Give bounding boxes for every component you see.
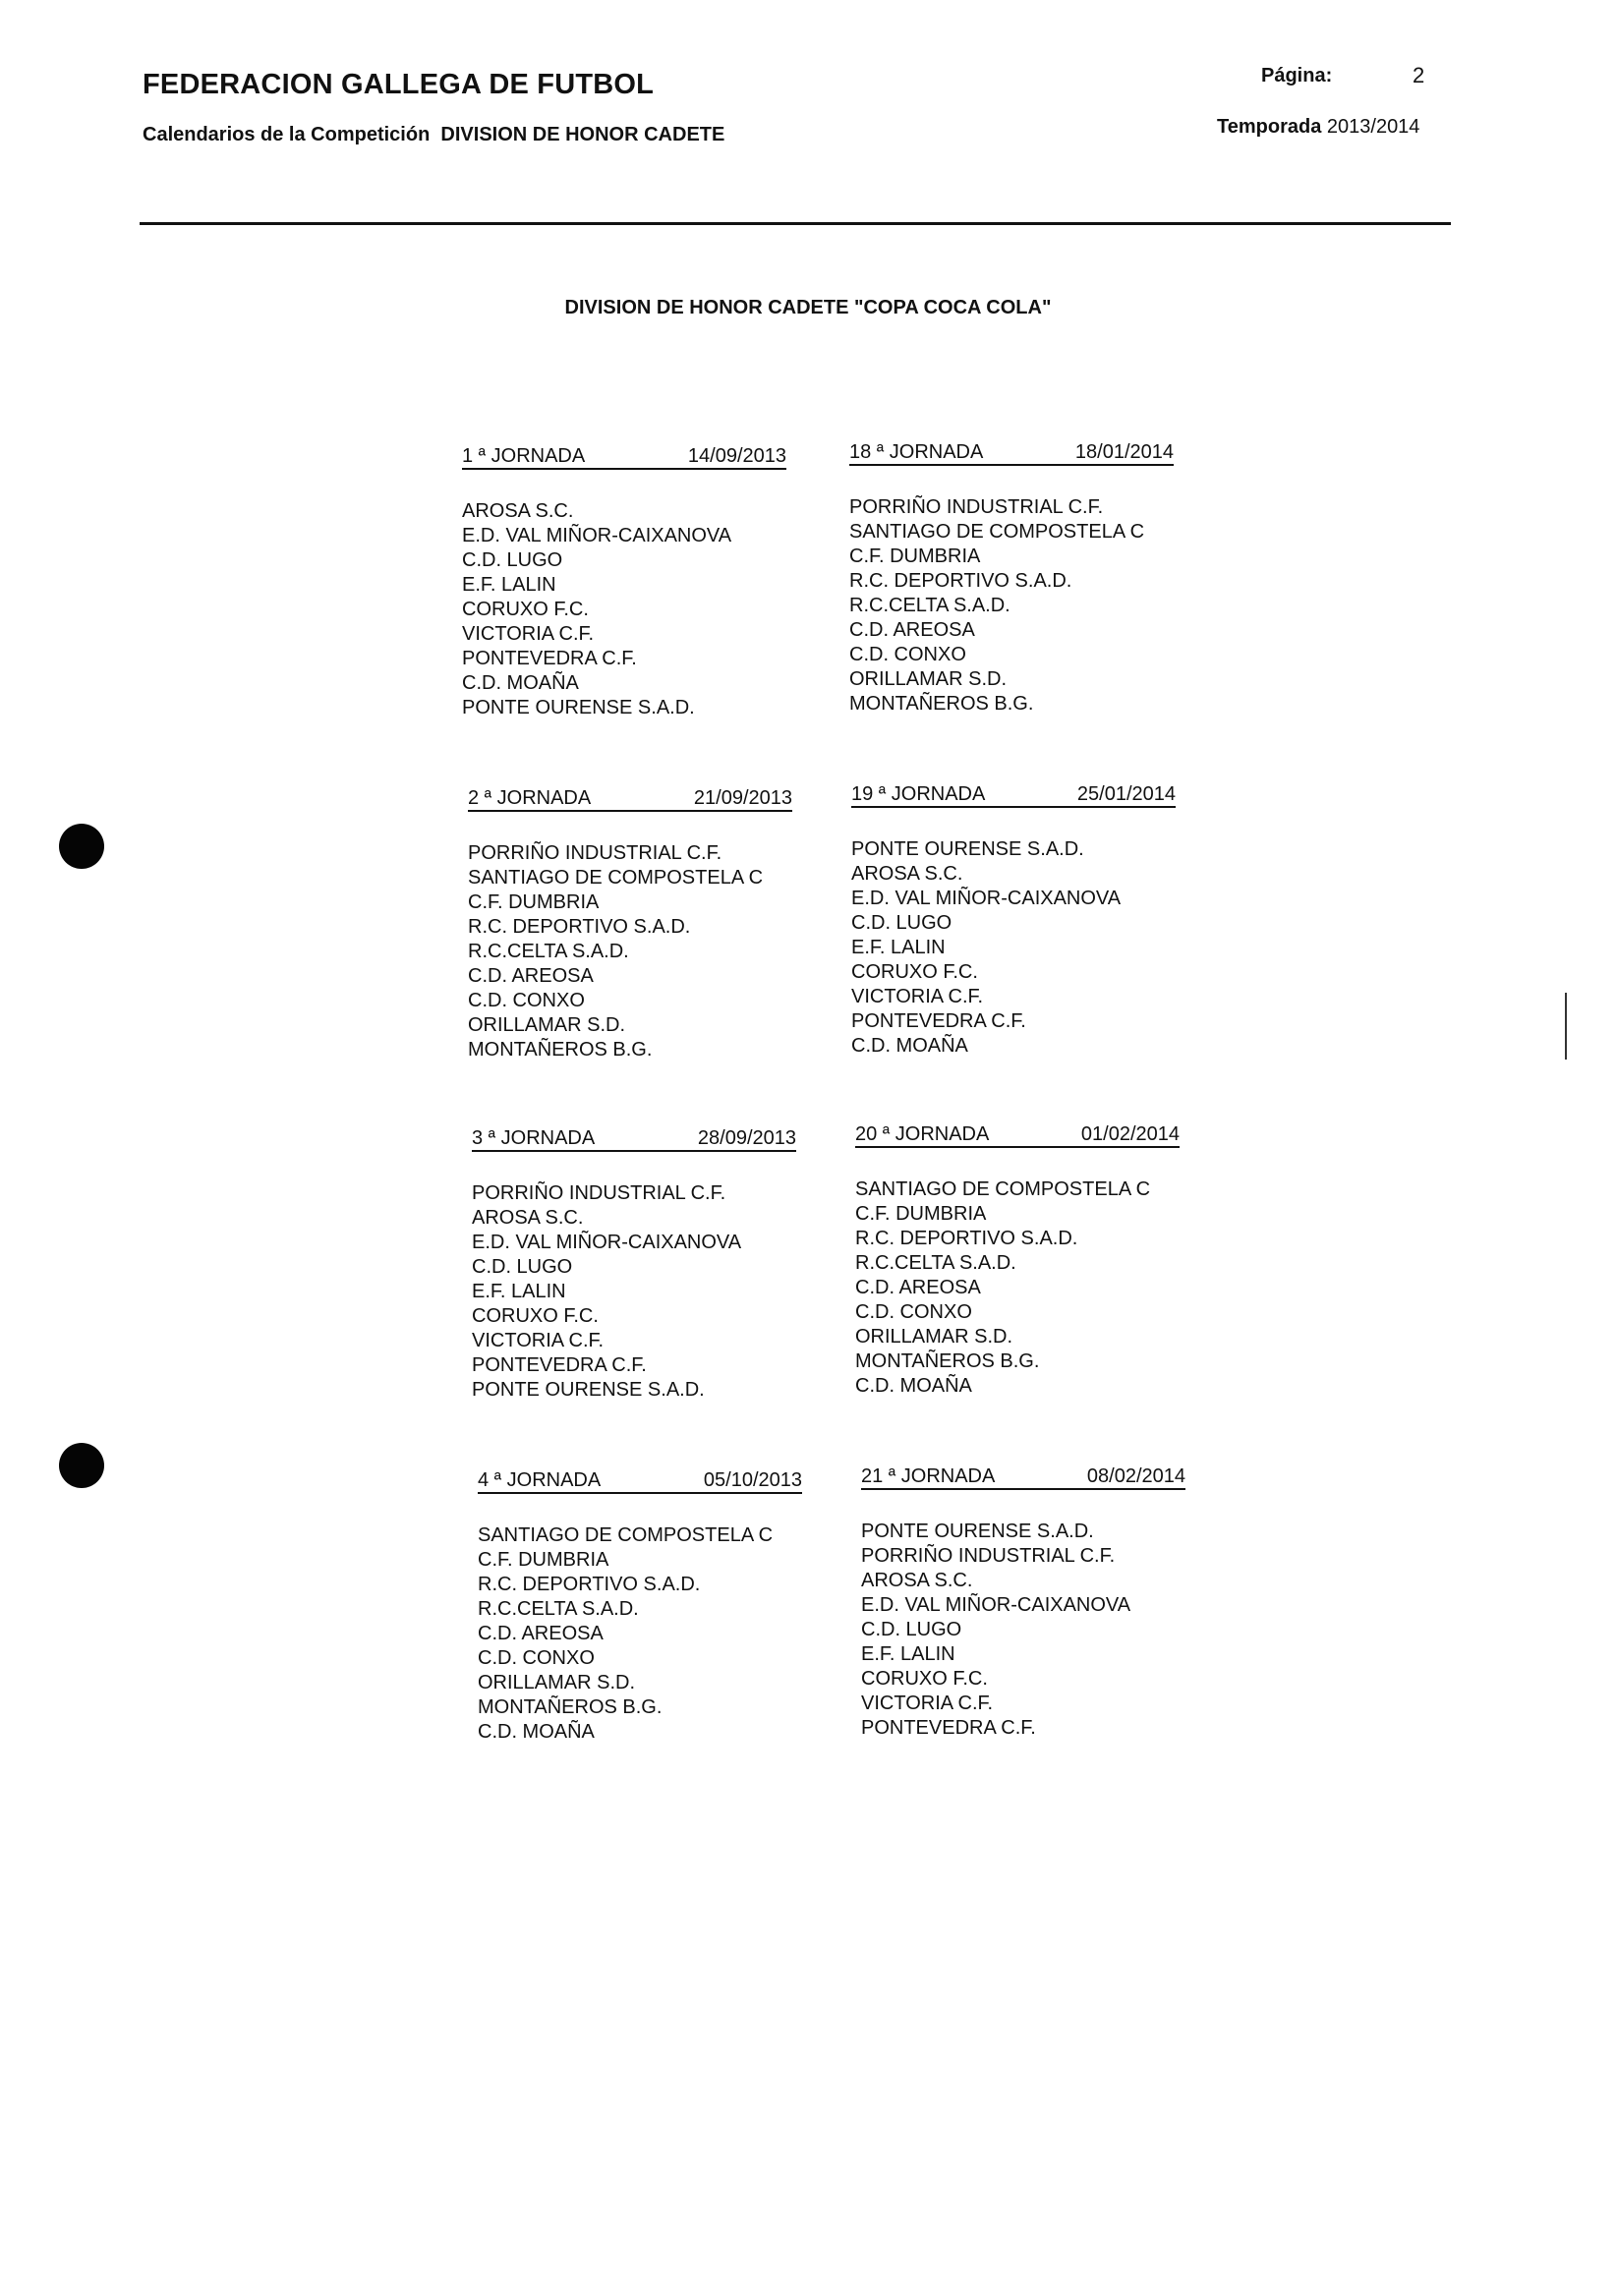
team-name: VICTORIA C.F. [472, 1330, 605, 1351]
team-name: PONTE OURENSE S.A.D. [861, 1521, 1094, 1542]
round-label: 20 ª JORNADA [855, 1123, 990, 1145]
team-name: ORILLAMAR S.D. [468, 1014, 626, 1036]
round-block [851, 782, 1176, 1059]
punch-hole [59, 1443, 104, 1488]
round-header [468, 786, 792, 812]
team-name: E.F. LALIN [851, 937, 946, 958]
team-name: E.D. VAL MIÑOR-CAIXANOVA [861, 1594, 1131, 1616]
round-header [472, 1126, 796, 1152]
team-name: C.F. DUMBRIA [855, 1203, 987, 1225]
team-name: E.F. LALIN [861, 1643, 955, 1665]
round-header [851, 782, 1176, 808]
round-label: 4 ª JORNADA [478, 1469, 602, 1491]
team-name: PONTE OURENSE S.A.D. [472, 1379, 705, 1401]
team-name: C.D. AREOSA [855, 1277, 981, 1298]
team-name: PORRIÑO INDUSTRIAL C.F. [468, 842, 722, 864]
header-rule [140, 222, 1451, 225]
team-name: C.D. CONXO [849, 644, 966, 665]
round-label: 2 ª JORNADA [468, 787, 592, 809]
team-name: PONTEVEDRA C.F. [472, 1354, 647, 1376]
competition-name: DIVISION DE HONOR CADETE [440, 124, 725, 145]
team-name: MONTAÑEROS B.G. [849, 693, 1034, 715]
team-name: C.D. AREOSA [478, 1623, 604, 1644]
team-name: SANTIAGO DE COMPOSTELA C [478, 1524, 774, 1546]
team-list [851, 837, 1176, 1059]
team-name: VICTORIA C.F. [851, 986, 984, 1007]
round-header [861, 1464, 1185, 1490]
team-name: C.D. CONXO [855, 1301, 972, 1323]
team-name: C.D. MOAÑA [478, 1721, 595, 1743]
team-name: E.F. LALIN [462, 574, 556, 596]
team-name: C.F. DUMBRIA [849, 545, 981, 567]
team-name: C.D. LUGO [851, 912, 952, 934]
team-name: PORRIÑO INDUSTRIAL C.F. [472, 1182, 726, 1204]
team-name: MONTAÑEROS B.G. [478, 1696, 663, 1718]
round-label: 18 ª JORNADA [849, 441, 984, 463]
team-name: C.D. LUGO [861, 1619, 962, 1640]
round-date: 18/01/2014 [1074, 441, 1174, 463]
team-name: PORRIÑO INDUSTRIAL C.F. [849, 496, 1104, 518]
team-name: SANTIAGO DE COMPOSTELA C [849, 521, 1145, 543]
team-list [468, 841, 792, 1062]
competition-subheader [143, 124, 724, 146]
round-label: 3 ª JORNADA [472, 1127, 596, 1149]
team-name: R.C.CELTA S.A.D. [478, 1598, 639, 1620]
team-name: R.C. DEPORTIVO S.A.D. [468, 916, 691, 938]
round-label: 21 ª JORNADA [861, 1465, 996, 1487]
punch-hole [59, 824, 104, 869]
page-label: Página: [1261, 65, 1333, 86]
round-date: 21/09/2013 [693, 787, 792, 809]
federation-title: FEDERACION GALLEGA DE FUTBOL [143, 69, 655, 100]
scan-edge-mark [1565, 993, 1567, 1060]
round-header [849, 440, 1174, 466]
team-list [849, 495, 1174, 717]
round-date: 08/02/2014 [1086, 1465, 1185, 1487]
team-list [861, 1520, 1185, 1741]
team-name: ORILLAMAR S.D. [478, 1672, 636, 1693]
team-list [478, 1523, 802, 1745]
team-name: CORUXO F.C. [472, 1305, 599, 1327]
team-name: R.C.CELTA S.A.D. [849, 595, 1010, 616]
round-date: 28/09/2013 [697, 1127, 796, 1149]
team-list [855, 1177, 1180, 1399]
team-name: C.D. AREOSA [849, 619, 975, 641]
team-name: R.C. DEPORTIVO S.A.D. [849, 570, 1072, 592]
round-label: 19 ª JORNADA [851, 783, 986, 805]
team-name: R.C. DEPORTIVO S.A.D. [478, 1574, 701, 1595]
calendar-label: Calendarios de la Competición [143, 124, 431, 145]
round-date: 05/10/2013 [703, 1469, 802, 1491]
round-block [468, 786, 792, 1062]
team-name: CORUXO F.C. [462, 599, 589, 620]
round-label: 1 ª JORNADA [462, 445, 586, 467]
team-name: VICTORIA C.F. [462, 623, 595, 645]
team-name: SANTIAGO DE COMPOSTELA C [855, 1178, 1151, 1200]
round-block [472, 1126, 796, 1403]
team-name: ORILLAMAR S.D. [849, 668, 1008, 690]
round-block [861, 1464, 1185, 1741]
team-name: VICTORIA C.F. [861, 1693, 994, 1714]
team-name: PONTE OURENSE S.A.D. [462, 697, 695, 718]
team-name: E.D. VAL MIÑOR-CAIXANOVA [462, 525, 732, 546]
round-date: 14/09/2013 [687, 445, 786, 467]
team-name: SANTIAGO DE COMPOSTELA C [468, 867, 764, 889]
team-name: CORUXO F.C. [851, 961, 978, 983]
team-name: C.D. MOAÑA [851, 1035, 968, 1057]
team-name: C.D. LUGO [462, 549, 563, 571]
competition-title: DIVISION DE HONOR CADETE "COPA COCA COLA" [564, 297, 1052, 318]
team-name: PONTEVEDRA C.F. [851, 1010, 1026, 1032]
team-name: R.C.CELTA S.A.D. [855, 1252, 1016, 1274]
team-name: C.D. MOAÑA [462, 672, 579, 694]
round-date: 01/02/2014 [1080, 1123, 1180, 1145]
round-block [849, 440, 1174, 717]
team-name: AROSA S.C. [462, 500, 574, 522]
round-block [855, 1122, 1180, 1399]
team-name: AROSA S.C. [851, 863, 963, 885]
round-header [478, 1468, 802, 1494]
team-name: E.F. LALIN [472, 1281, 566, 1302]
team-name: PONTEVEDRA C.F. [462, 648, 637, 669]
team-name: C.F. DUMBRIA [468, 891, 600, 913]
round-block [462, 444, 786, 720]
season-value: 2013/2014 [1326, 116, 1420, 138]
team-name: ORILLAMAR S.D. [855, 1326, 1013, 1348]
team-name: PORRIÑO INDUSTRIAL C.F. [861, 1545, 1116, 1567]
team-name: C.D. CONXO [468, 990, 585, 1011]
team-list [462, 499, 786, 720]
team-name: E.D. VAL MIÑOR-CAIXANOVA [851, 888, 1122, 909]
team-name: C.D. LUGO [472, 1256, 573, 1278]
round-date: 25/01/2014 [1076, 783, 1176, 805]
team-name: AROSA S.C. [472, 1207, 584, 1229]
round-block [478, 1468, 802, 1745]
team-name: MONTAÑEROS B.G. [855, 1350, 1040, 1372]
round-header [462, 444, 786, 470]
team-name: R.C.CELTA S.A.D. [468, 941, 629, 962]
team-name: PONTEVEDRA C.F. [861, 1717, 1036, 1739]
team-name: AROSA S.C. [861, 1570, 973, 1591]
season [1217, 116, 1419, 139]
team-name: CORUXO F.C. [861, 1668, 988, 1690]
team-list [472, 1181, 796, 1403]
team-name: C.D. AREOSA [468, 965, 594, 987]
round-header [855, 1122, 1180, 1148]
season-label: Temporada [1217, 116, 1322, 138]
team-name: C.F. DUMBRIA [478, 1549, 609, 1571]
team-name: E.D. VAL MIÑOR-CAIXANOVA [472, 1232, 742, 1253]
page-number: 2 [1413, 63, 1425, 87]
team-name: PONTE OURENSE S.A.D. [851, 838, 1084, 860]
team-name: C.D. MOAÑA [855, 1375, 972, 1397]
team-name: R.C. DEPORTIVO S.A.D. [855, 1228, 1078, 1249]
team-name: C.D. CONXO [478, 1647, 595, 1669]
team-name: MONTAÑEROS B.G. [468, 1039, 653, 1061]
